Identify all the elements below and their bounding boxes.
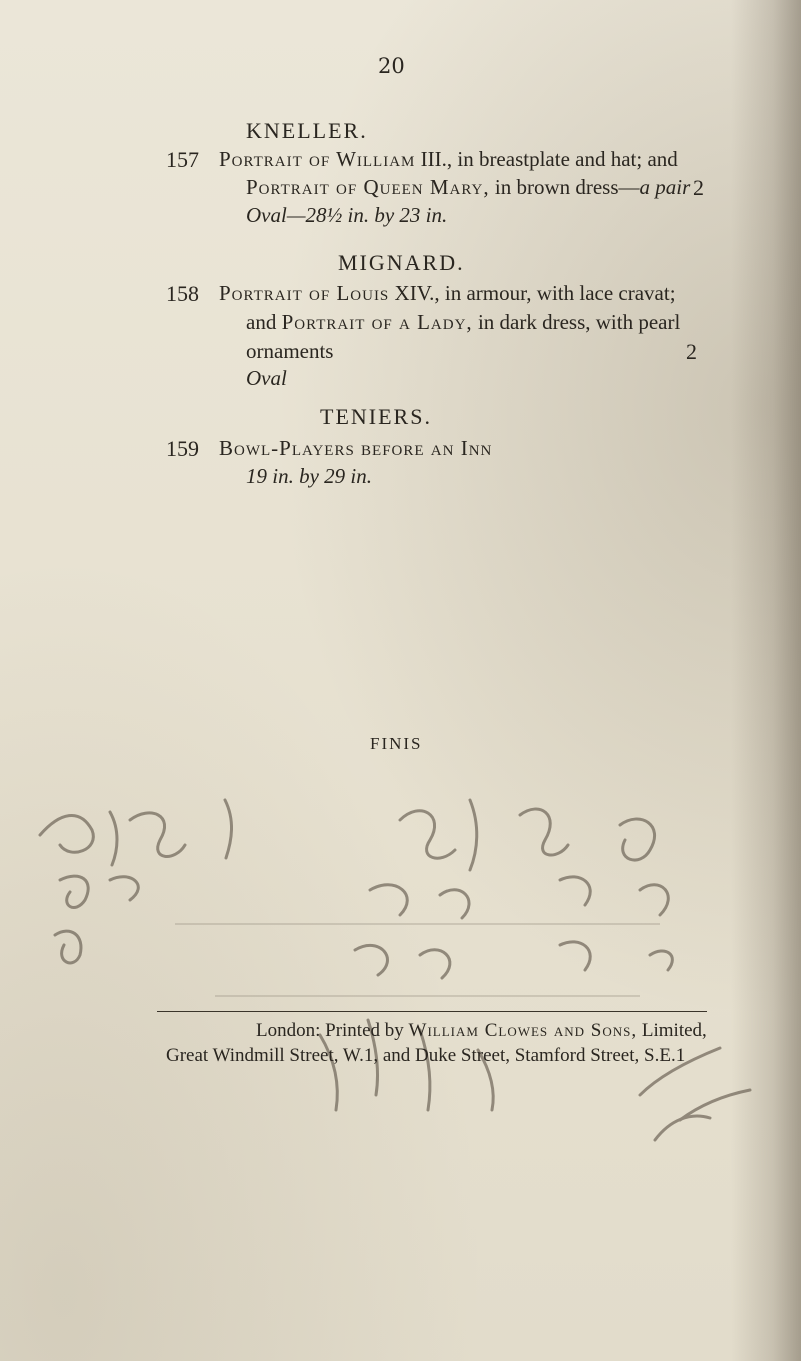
text-run: in dark dress, with pearl bbox=[472, 310, 681, 334]
text-run: Portrait of Louis bbox=[219, 281, 390, 305]
lot-quantity: 2 bbox=[686, 339, 697, 364]
text-run: 19 in. by 29 in. bbox=[246, 464, 372, 488]
text-run: Limited, bbox=[637, 1020, 707, 1041]
imprint-rule bbox=[157, 1011, 707, 1012]
text-run: Bowl-Players before an Inn bbox=[219, 436, 493, 460]
lot-number: 158 bbox=[166, 281, 199, 306]
printer-imprint-line-1 bbox=[256, 1020, 707, 1042]
artist-heading-kneller: KNELLER. bbox=[246, 118, 368, 143]
lot-number: 157 bbox=[166, 147, 199, 172]
text-run: a pair bbox=[639, 175, 691, 199]
printer-imprint-line-2: Great Windmill Street, W.1, and Duke Street, Stamford Street, S.E.1 bbox=[166, 1045, 686, 1066]
text-run: Oval bbox=[246, 366, 287, 390]
text-run: Portrait of William bbox=[219, 147, 416, 171]
text-run: Oval—28½ in. by 23 in. bbox=[246, 203, 448, 227]
artist-heading-teniers: TENIERS. bbox=[320, 404, 432, 429]
text-run: and bbox=[246, 310, 282, 334]
page-number: 20 bbox=[378, 54, 405, 78]
text-run: Portrait of Queen Mary, bbox=[246, 175, 490, 199]
text-run: London: Printed by bbox=[256, 1020, 409, 1041]
lot-number: 159 bbox=[166, 436, 199, 461]
finis-text: FINIS bbox=[370, 734, 423, 753]
artist-heading-mignard: MIGNARD. bbox=[338, 250, 465, 275]
lot-quantity: 2 bbox=[693, 175, 704, 200]
text-run: Portrait of a Lady, bbox=[281, 310, 473, 334]
text-run: in brown dress— bbox=[489, 175, 640, 199]
text-run: William Clowes and Sons, bbox=[408, 1020, 638, 1041]
text-run: III., in breastplate and hat; and bbox=[415, 147, 678, 171]
text-run: XIV., in armour, with lace cravat; bbox=[389, 281, 676, 305]
text-run: ornaments bbox=[246, 339, 334, 363]
